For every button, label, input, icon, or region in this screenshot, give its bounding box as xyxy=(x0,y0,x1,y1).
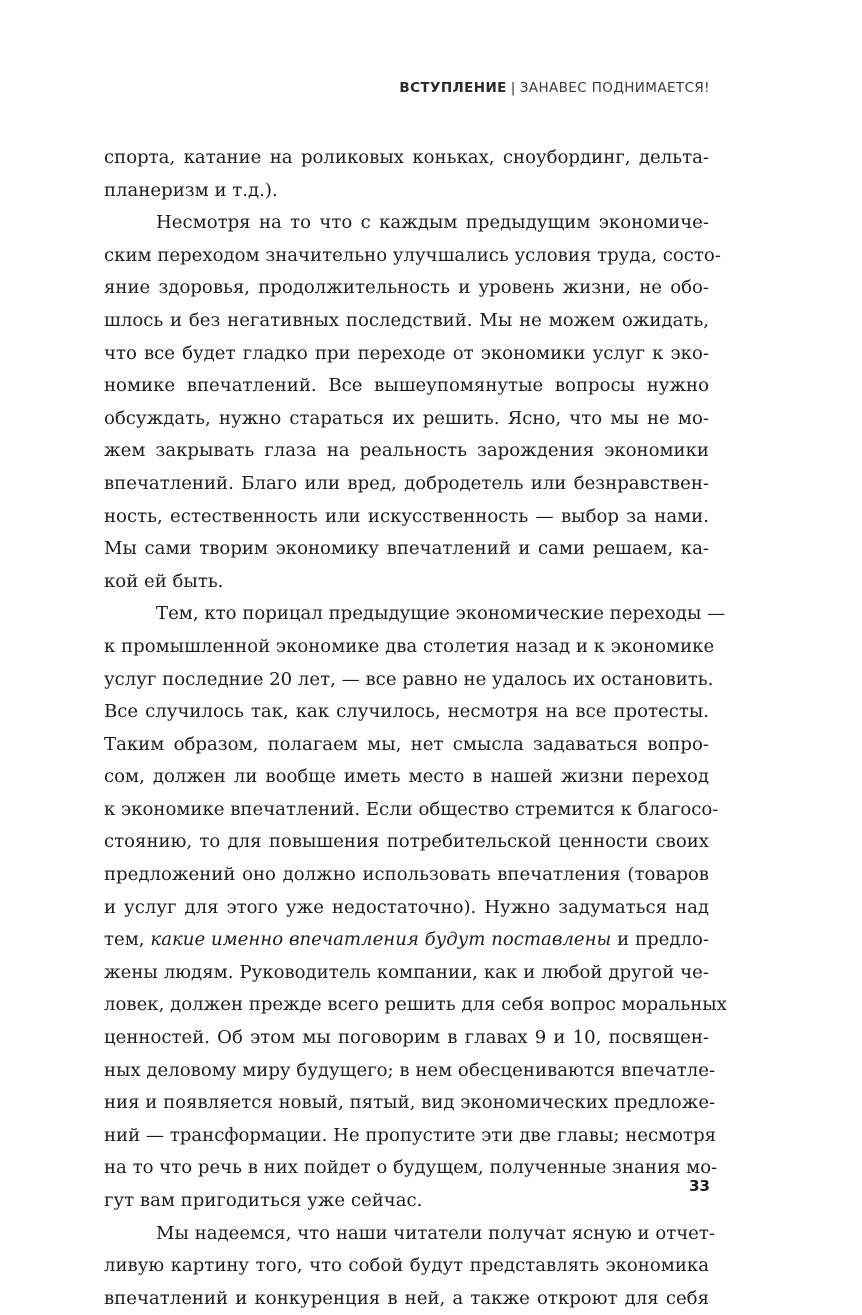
text-line: впечатлений и конкуренция в ней, а также откроют для себя xyxy=(104,1287,709,1309)
text-line: Несмотря на то что с каждым предыдущим экономиче- xyxy=(156,212,709,234)
text-line: сом, должен ли вообще иметь место в нашей жизни переход xyxy=(104,766,709,788)
text-line: Таким образом, полагаем мы, нет смысла задаваться вопро- xyxy=(104,733,709,755)
text-line: что все будет гладко при переходе от экономики услуг к эко- xyxy=(104,342,709,364)
text-segment: и предло- xyxy=(611,929,710,951)
text-line: номике впечатлений. Все вышеупомянутые вопросы нужно xyxy=(104,375,709,397)
running-head xyxy=(399,80,710,96)
text-line: кой ей быть. xyxy=(104,570,224,592)
text-line: впечатлений. Благо или вред, добродетель или безнравствен- xyxy=(104,472,709,494)
text-line: ний — трансформации. Не пропустите эти две главы; несмотря xyxy=(104,1124,717,1146)
text-line: спорта, катание на роликовых коньках, сноубординг, дельта- xyxy=(104,147,709,168)
running-head-chapter: ЗАНАВЕС ПОДНИМАЕТСЯ! xyxy=(519,80,710,96)
text-line: ния и появляется новый, пятый, вид экономических предложе- xyxy=(104,1092,716,1114)
text-line: яние здоровья, продолжительность и уровень жизни, не обо- xyxy=(104,277,709,299)
text-line: гут вам пригодиться уже сейчас. xyxy=(104,1190,423,1211)
text-line: шлось и без негативных последствий. Мы не можем ожидать, xyxy=(104,309,709,331)
text-line: ценностей. Об этом мы поговорим в главах 9 и 10, посвящен- xyxy=(104,1027,709,1049)
text-line: Все случилось так, как случилось, несмотря на все протесты. xyxy=(104,701,709,723)
text-line: обсуждать, нужно стараться их решить. Ясно, что мы не мо- xyxy=(104,407,709,429)
text-line: к промышленной экономике два столетия назад и к экономике xyxy=(104,635,715,657)
text-line: Мы надеемся, что наши читатели получат ясную и отчет- xyxy=(156,1222,716,1244)
text-line: ность, естественность или искусственность — выбор за нами. xyxy=(104,505,709,527)
text-line: ловек, должен прежде всего решить для себя вопрос моральных xyxy=(104,994,727,1016)
page-number: 33 xyxy=(689,1177,710,1195)
text-line: стоянию, то для повышения потребительской ценности своих xyxy=(104,831,709,853)
text-line: ных деловому миру будущего; в нем обесцениваются впечатле- xyxy=(104,1059,716,1081)
text-line: на то что речь в них пойдет о будущем, полученные знания мо- xyxy=(104,1157,718,1179)
text-line: услуг последние 20 лет, — все равно не удалось их остановить. xyxy=(104,668,714,690)
text-line: ским переходом значительно улучшались условия труда, состо- xyxy=(104,244,721,266)
text-line: Тем, кто порицал предыдущие экономические переходы — xyxy=(156,603,726,625)
text-line: жены людям. Руководитель компании, как и любой другой че- xyxy=(104,961,709,983)
text-line: к экономике впечатлений. Если общество стремится к благосо- xyxy=(104,798,719,820)
body-text xyxy=(104,142,727,1315)
text-line-with-italic xyxy=(104,924,709,957)
running-head-separator: | xyxy=(510,80,516,96)
italic-emphasis: какие именно впечатления будут поставлены xyxy=(150,929,612,951)
running-head-section: ВСТУПЛЕНИЕ xyxy=(399,80,507,96)
text-line: планеризм и т.д.). xyxy=(104,179,278,201)
text-line: и услуг для этого уже недостаточно). Нужно задуматься над xyxy=(104,896,709,918)
text-segment: тем, xyxy=(104,929,151,951)
text-line: предложений оно должно использовать впечатления (товаров xyxy=(104,864,709,886)
text-line: жем закрывать глаза на реальность зарождения экономики xyxy=(104,440,709,462)
text-line: Мы сами творим экономику впечатлений и сами решаем, ка- xyxy=(104,538,709,560)
text-line: ливую картину того, что собой будут представлять экономика xyxy=(104,1255,709,1277)
